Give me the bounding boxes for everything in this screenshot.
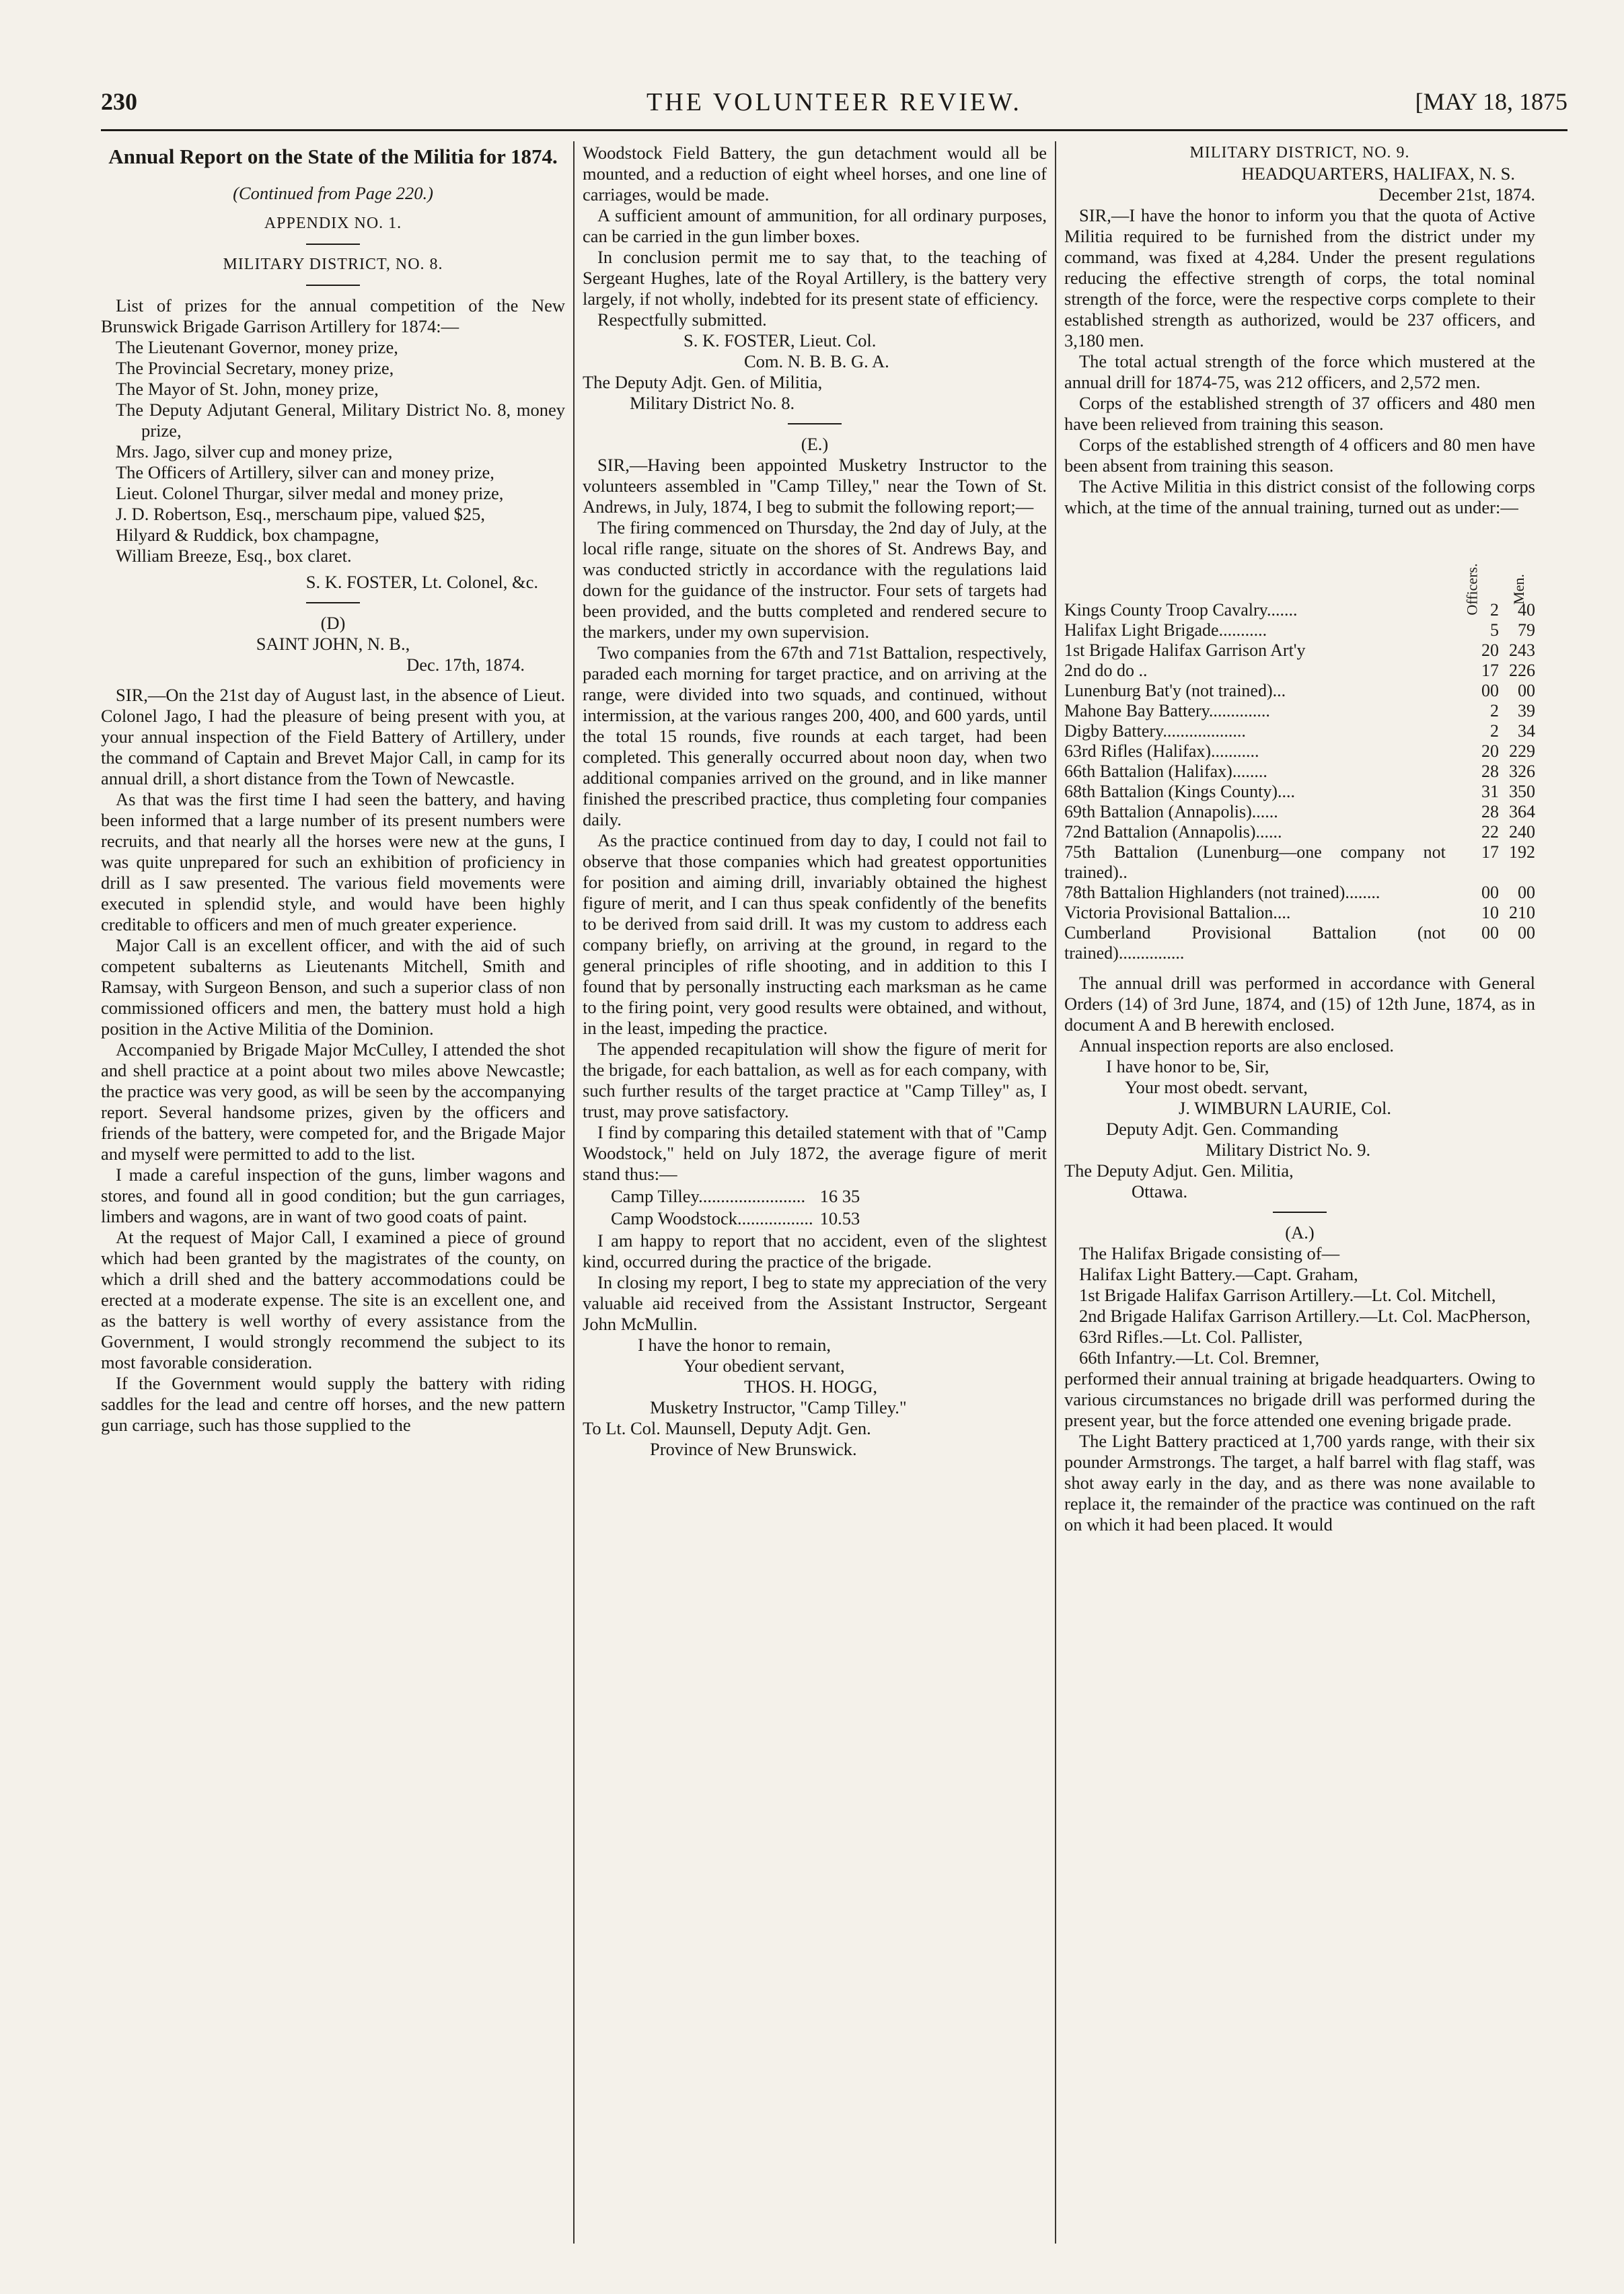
list-item: The Officers of Artillery, silver can and money prize, [116, 462, 494, 482]
addressee: The Deputy Adjut. Gen. Militia, [1064, 1160, 1294, 1181]
list-item: The Mayor of St. John, money prize, [116, 379, 379, 399]
table-row: Digby Battery................... 2 34 [1064, 721, 1535, 741]
paragraph: performed their annual training at brigade headquarters. Owing to various circumstances no brigade drill was performed during the present year, but the force attended one evening brigade prade. [1064, 1368, 1535, 1430]
table-cell: Camp Woodstock................. [611, 1208, 813, 1228]
page-header [101, 87, 1567, 135]
paragraph: The Active Militia in this district consist of the following corps which, at the time of the annual training, turned out as under:— [1064, 476, 1535, 517]
divider [306, 602, 360, 603]
paragraph: Corps of the established strength of 37 officers and 480 men have been relieved from training this season. [1064, 393, 1535, 434]
column-divider [573, 141, 575, 2244]
paragraph: SIR,—On the 21st day of August last, in the absence of Lieut. Colonel Jago, I had the pleasure of being present with you, at your annual inspection of the Field Battery of Artillery, under the command of Captain and Brevet Major Call, in camp for its annual drill, a short distance from the Town of Newcastle. [101, 685, 565, 788]
header-rule [101, 129, 1567, 131]
closing: Your most obedt. servant, [1125, 1077, 1308, 1097]
table-cell: Camp Tilley........................ [611, 1186, 806, 1206]
running-title: THE VOLUNTEER REVIEW. [647, 88, 1022, 116]
closing: I have honor to be, Sir, [1106, 1056, 1269, 1076]
table-row: Mahone Bay Battery.............. 2 39 [1064, 701, 1535, 720]
district-label: MILITARY DISTRICT, NO. 9. [1189, 144, 1410, 161]
table-row: Halifax Light Brigade........... 5 79 [1064, 620, 1535, 640]
table-row: 75th Battalion (Lunenburg—one company not trained).. 17 192 [1064, 842, 1535, 882]
column-3 [1064, 143, 1535, 2242]
paragraph: In conclusion permit me to say that, to the teaching of Sergeant Hughes, late of the Royal Artillery, is the battery very largely, if not wholly, indebted for its present state of efficiency. [583, 247, 1047, 309]
paragraph: Two companies from the 67th and 71st Battalion, respectively, paraded each morning for target practice, and on arriving at the range, were divided into two squads, and continued, without intermission, at the various ranges 200, 400, and 600 yards, until the total 15 rounds, five rounds at each target, had been completed. This generally occurred about noon day, when two additional companies arrived on the ground, and in like manner finished the prescribed practice, thus completing four companies daily. [583, 642, 1047, 829]
table-row: 66th Battalion (Halifax)........ 28 326 [1064, 762, 1535, 781]
table-row [611, 1208, 865, 1229]
table-row: Lunenburg Bat'y (not trained)... 00 00 [1064, 681, 1535, 700]
table-row: 68th Battalion (Kings County).... 31 350 [1064, 782, 1535, 801]
paragraph: I am happy to report that no accident, even of the slightest kind, occurred during the practice of the brigade. [583, 1230, 1047, 1271]
column-header: Men. [1510, 574, 1528, 605]
divider [1273, 1212, 1327, 1213]
table-row: 63rd Rifles (Halifax)........... 20 229 [1064, 741, 1535, 761]
signature-title: Com. N. B. B. G. A. [744, 351, 889, 371]
addressee: Military District No. 8. [630, 393, 795, 413]
paragraph: A sufficient amount of ammunition, for all ordinary purposes, can be carried in the gun limber boxes. [583, 205, 1047, 246]
column-divider [1055, 141, 1056, 2244]
table-cell: 10.53 [819, 1208, 860, 1228]
closing: Your obedient servant, [684, 1356, 845, 1376]
signature-title: Musketry Instructor, "Camp Tilley." [650, 1397, 907, 1417]
prize-intro: List of prizes for the annual competition of the New Brunswick Brigade Garrison Artillery for 1874:— [101, 295, 565, 336]
paragraph: SIR,—Having been appointed Musketry Instructor to the volunteers assembled in "Camp Tilley," near the Town of St. Andrews, in July, 1874, I beg to submit the following report;— [583, 455, 1047, 517]
paragraph: If the Government would supply the battery with riding saddles for the lead and centre off horses, and the new pattern gun carriage, such has those supplied to the [101, 1373, 565, 1435]
paragraph: As the practice continued from day to day, I could not fail to observe that those companies which had greatest opportunities for position and aiming drill, invariably obtained the highest figure of merit, and I can thus speak confidently of the benefits to be derived from said drill. It was my custom to address each company briefly, on arriving at the ground, in regard to the general principles of rifle shooting, and in addition to this I found that by personally instructing each marksman as he came to the firing point, very good results were obtained, and without, in the least, impeding the practice. [583, 830, 1047, 1038]
paragraph: The annual drill was performed in accordance with General Orders (14) of 3rd June, 1874, and (15) of 12th June, 1874, as in document A and B herewith enclosed. [1064, 973, 1535, 1035]
list-item: Lieut. Colonel Thurgar, silver medal and money prize, [116, 483, 504, 503]
divider [306, 285, 360, 286]
list-item: William Breeze, Esq., box claret. [116, 546, 352, 566]
table-cell: 16 35 [819, 1186, 860, 1206]
divider [788, 423, 842, 424]
paragraph: As that was the first time I had seen the battery, and having been informed that a large number of its present numbers were recruits, and that nearly all the horses were new at the guns, I was quite unprepared for such an exhibition of proficiency in drill as I saw presented. The various field movements were executed in splendid style, and would have been highly creditable to officers and men of much greater experience. [101, 789, 565, 934]
table-row: Victoria Provisional Battalion.... 10 210 [1064, 903, 1535, 922]
list-item: J. D. Robertson, Esq., merschaum pipe, valued $25, [116, 504, 486, 524]
issue-date: [MAY 18, 1875 [1415, 88, 1567, 115]
headquarters: HEADQUARTERS, HALIFAX, N. S. [1241, 163, 1515, 184]
paragraph: Accompanied by Brigade Major McCulley, I attended the shot and shell practice at a point about two miles above Newcastle; the practice was very good, as will be seen by the accompanying report. Several handsome prizes, given by the officers and friends of the battery, were competed for, and the Brigade Major and myself were permitted to add to the list. [101, 1039, 565, 1164]
letter-place: SAINT JOHN, N. B., [256, 634, 410, 654]
continued-note: (Continued from Page 220.) [233, 183, 433, 203]
column-header: Officers. [1463, 563, 1481, 616]
closing: I have the honor to remain, [638, 1335, 831, 1355]
paragraph: Woodstock Field Battery, the gun detachment would all be mounted, and a reduction of eight wheel horses, and one line of carriages, would be made. [583, 143, 1047, 205]
list-item: Hilyard & Ruddick, box champagne, [116, 525, 379, 545]
paragraph: Annual inspection reports are also enclosed. [1079, 1035, 1395, 1056]
signature-name: THOS. H. HOGG, [744, 1376, 878, 1397]
list-item: Halifax Light Battery.—Capt. Graham, [1079, 1264, 1358, 1284]
table-row [611, 1186, 865, 1207]
signature-title: Military District No. 9. [1206, 1140, 1371, 1160]
section-heading: (D) [320, 613, 346, 633]
paragraph: The Light Battery practiced at 1,700 yards range, with their six pounder Armstrongs. The target, a half barrel with flag staff, was shot away early in the day, and as there was none available to replace it, the remainder of the practice was continued on the raft on which it had been placed. It would [1064, 1431, 1535, 1534]
paragraph: I made a careful inspection of the guns, limber wagons and stores, and found all in good condition; but the gun carriages, limbers and wagons, are in want of two good coats of paint. [101, 1164, 565, 1226]
table-row: 69th Battalion (Annapolis)...... 28 364 [1064, 802, 1535, 821]
list-item: 2nd Brigade Halifax Garrison Artillery.—Lt. Col. MacPherson, [1079, 1306, 1530, 1326]
signature-name: J. WIMBURN LAURIE, Col. [1179, 1098, 1392, 1118]
table-row: Kings County Troop Cavalry....... 2 40 [1064, 600, 1535, 620]
list-item: 63rd Rifles.—Lt. Col. Pallister, [1079, 1327, 1303, 1347]
table-row: Cumberland Provisional Battalion (not trained)............... 00 00 [1064, 923, 1535, 963]
list-item: The Deputy Adjutant General, Military District No. 8, money prize, [116, 400, 565, 441]
addressee: To Lt. Col. Maunsell, Deputy Adjt. Gen. [583, 1418, 871, 1438]
addressee: Ottawa. [1132, 1181, 1188, 1201]
paragraph: The total actual strength of the force which mustered at the annual drill for 1874-75, was 212 officers, and 2,572 men. [1064, 351, 1535, 392]
paragraph: SIR,—I have the honor to inform you that the quota of Active Militia required to be furnished from the district under my command, was fixed at 4,284. Under the present regulations reducing the effective strength of corps, the total nominal strength of the force, were the respective corps complete to their established strength as authorized, would be 237 officers, and 3,180 men. [1064, 205, 1535, 350]
closing: Respectfully submitted. [597, 309, 767, 330]
paragraph: The Halifax Brigade consisting of— [1079, 1243, 1340, 1263]
signature-title: Deputy Adjt. Gen. Commanding [1106, 1119, 1339, 1139]
table-row: 2nd do do .. 17 226 [1064, 661, 1535, 680]
section-heading: (E.) [801, 434, 829, 454]
paragraph: Major Call is an excellent officer, and with the aid of such competent subalterns as Lieutenants Mitchell, Smith and Ramsay, with Surgeon Benson, and such a superior class of non commissioned officers and men, the battery must hold a high position in the Active Militia of the Dominion. [101, 935, 565, 1039]
signature-name: S. K. FOSTER, Lieut. Col. [684, 330, 877, 350]
letter-date: December 21st, 1874. [1378, 184, 1535, 205]
divider [306, 244, 360, 245]
list-item: 1st Brigade Halifax Garrison Artillery.—Lt. Col. Mitchell, [1079, 1285, 1496, 1305]
list-item: Mrs. Jago, silver cup and money prize, [116, 441, 393, 461]
table-row: 1st Brigade Halifax Garrison Art'y 20 243 [1064, 640, 1535, 660]
page-number: 230 [101, 88, 137, 115]
list-item: The Lieutenant Governor, money prize, [116, 337, 398, 357]
article-title: Annual Report on the State of the Militia for 1874. [108, 145, 558, 168]
table-row: 78th Battalion Highlanders (not trained)........ 00 00 [1064, 883, 1535, 902]
addressee: The Deputy Adjt. Gen. of Militia, [583, 372, 823, 392]
appendix-label: APPENDIX NO. 1. [264, 215, 402, 232]
comparison-table [610, 1185, 866, 1230]
paragraph: In closing my report, I beg to state my appreciation of the very valuable aid received from the Assistant Instructor, Sergeant John McMullin. [583, 1272, 1047, 1334]
list-item: 66th Infantry.—Lt. Col. Bremner, [1079, 1347, 1320, 1368]
letter-date: Dec. 17th, 1874. [406, 655, 525, 675]
paragraph: The appended recapitulation will show the figure of merit for the brigade, for each battalion, as well as for each company, with such further results of the target practice at "Camp Tilley" as, I trust, may prove satisfactory. [583, 1039, 1047, 1121]
list-item: The Provincial Secretary, money prize, [116, 358, 394, 378]
corps-table [1064, 518, 1535, 963]
column-1 [101, 143, 565, 2242]
table-header-row [1064, 518, 1535, 600]
paragraph: Corps of the established strength of 4 officers and 80 men have been absent from training this season. [1064, 435, 1535, 476]
paragraph: At the request of Major Call, I examined a piece of ground which had been granted by the magistrates of the county, on which a drill shed and the battery accommodations could be erected at a moderate expense. The site is an excellent one, and as the battery is well worthy of every assistance from the Government, I would strongly recommend the subject to its most favorable consideration. [101, 1227, 565, 1372]
section-heading: (A.) [1285, 1222, 1315, 1243]
table-row: 72nd Battalion (Annapolis)...... 22 240 [1064, 822, 1535, 842]
signature: S. K. FOSTER, Lt. Colonel, &c. [305, 572, 538, 592]
district-label: MILITARY DISTRICT, NO. 8. [223, 256, 443, 273]
prize-list [101, 337, 565, 566]
addressee: Province of New Brunswick. [650, 1439, 857, 1459]
paragraph: The firing commenced on Thursday, the 2nd day of July, at the local rifle range, situate on the shores of St. Andrews Bay, and was conducted strictly in accordance with the regulations laid down for the guidance of the instructor. Four sets of targets had been provided, and the butts completed and rendered secure to the markers, under my own supervision. [583, 517, 1047, 642]
column-2 [583, 143, 1047, 2242]
paragraph: I find by comparing this detailed statement with that of "Camp Woodstock," held on July 1872, the average figure of merit stand thus:— [583, 1122, 1047, 1184]
